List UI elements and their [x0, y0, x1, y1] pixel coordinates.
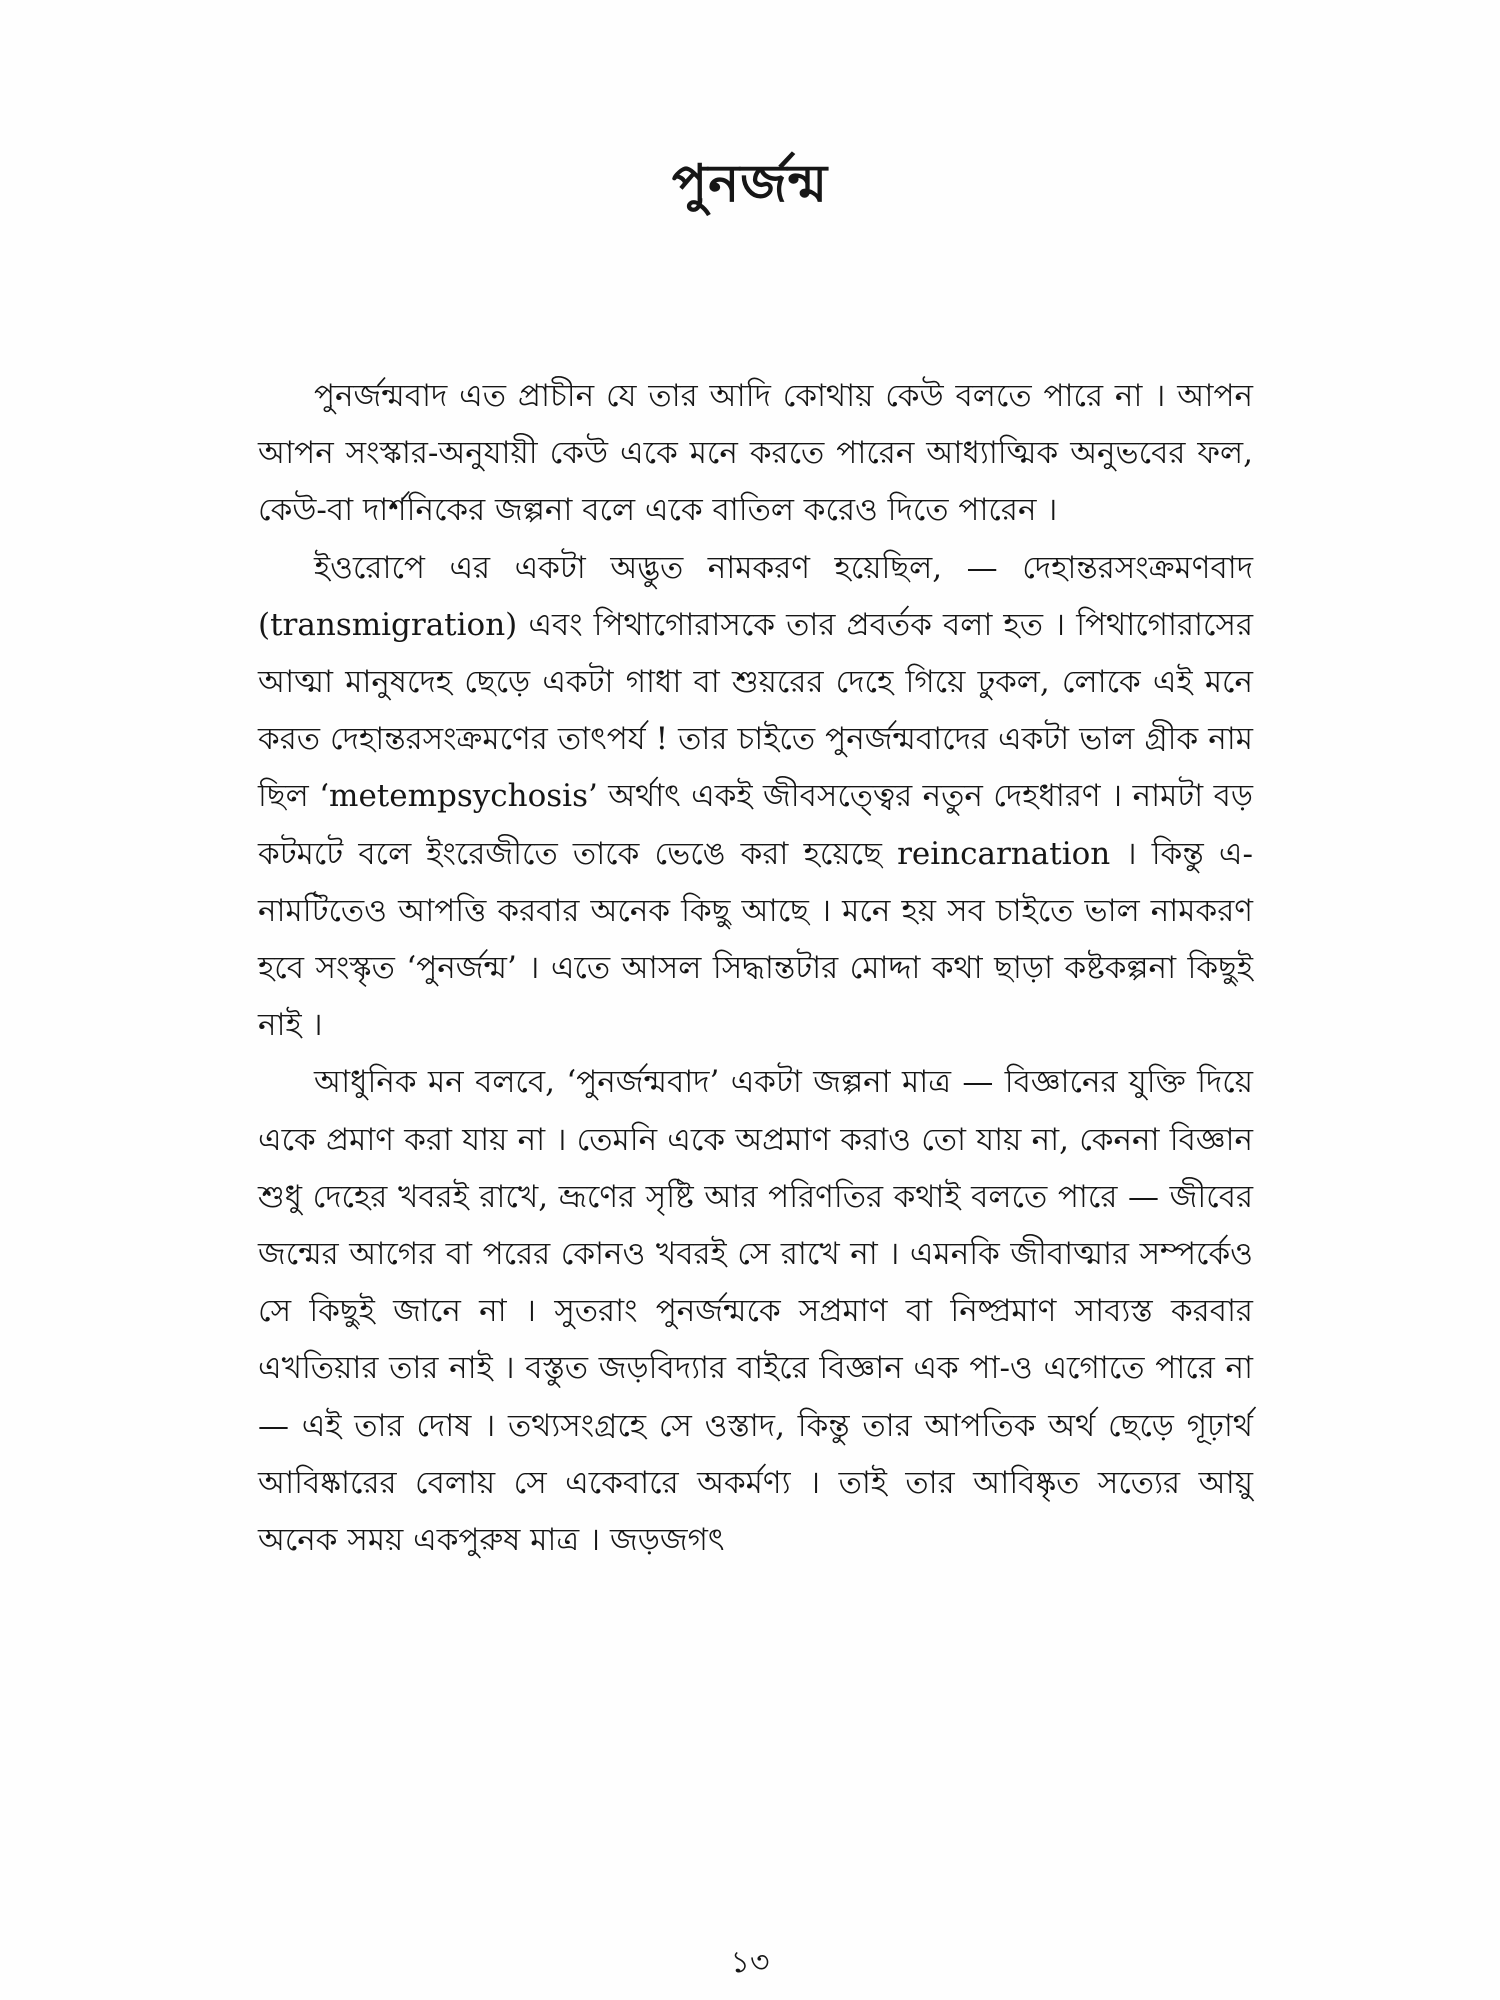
chapter-body [258, 368, 1253, 1569]
chapter-title: পুনর্জন্ম [671, 152, 829, 214]
paragraph-2: ইওরোপে এর একটা অদ্ভুত নামকরণ হয়েছিল, — দেহান্তরসংক্রমণবাদ (transmigration) এবং পিথাগোরাসকে তার প্রবর্তক বলা হত । পিথাগোরাসের আত্মা মানুষদেহ ছেড়ে একটা গাধা বা শুয়রের দেহে গিয়ে ঢুকল, লোকে এই মনে করত দেহান্তরসংক্রমণের তাৎপর্য ! তার চাইতে পুনর্জন্মবাদের একটা ভাল গ্রীক নাম ছিল ‘metempsychosis’ অর্থাৎ একই জীবসত্ত্বের নতুন দেহধারণ । নামটা বড় কটমটে বলে ইংরেজীতে তাকে ভেঙে করা হয়েছে reincarnation । কিন্তু এ-নামটিতেও আপত্তি করবার অনেক কিছু আছে । মনে হয় সব চাইতে ভাল নামকরণ হবে সংস্কৃত ‘পুনর্জন্ম’ । এতে আসল সিদ্ধান্তটার মোদ্দা কথা ছাড়া কষ্টকল্পনা কিছুই নাই । [258, 549, 1253, 1044]
paragraph-1: পুনর্জন্মবাদ এত প্রাচীন যে তার আদি কোথায় কেউ বলতে পারে না । আপন আপন সংস্কার-অনুযায়ী কেউ একে মনে করতে পারেন আধ্যাত্মিক অনুভবের ফল, কেউ-বা দার্শনিকের জল্পনা বলে একে বাতিল করেও দিতে পারেন । [258, 378, 1253, 529]
page-number: ১৩ [730, 1945, 770, 1980]
paragraph-3: আধুনিক মন বলবে, ‘পুনর্জন্মবাদ’ একটা জল্পনা মাত্র — বিজ্ঞানের যুক্তি দিয়ে একে প্রমাণ করা যায় না । তেমনি একে অপ্রমাণ করাও তো যায় না, কেননা বিজ্ঞান শুধু দেহের খবরই রাখে, ভ্রূণের সৃষ্টি আর পরিণতির কথাই বলতে পারে — জীবের জন্মের আগের বা পরের কোনও খবরই সে রাখে না । এমনকি জীবাত্মার সম্পর্কেও সে কিছুই জানে না । সুতরাং পুনর্জন্মকে সপ্রমাণ বা নিষ্প্রমাণ সাব্যস্ত করবার এখতিয়ার তার নাই । বস্তুত জড়বিদ্যার বাইরে বিজ্ঞান এক পা-ও এগোতে পারে না — এই তার দোষ । তথ্যসংগ্রহে সে ওস্তাদ, কিন্তু তার আপতিক অর্থ ছেড়ে গূঢ়ার্থ আবিষ্কারের বেলায় সে একেবারে অকর্মণ্য । তাই তার আবিষ্কৃত সত্যের আয়ু অনেক সময় একপুরুষ মাত্র । জড়জগৎ [258, 1064, 1253, 1559]
